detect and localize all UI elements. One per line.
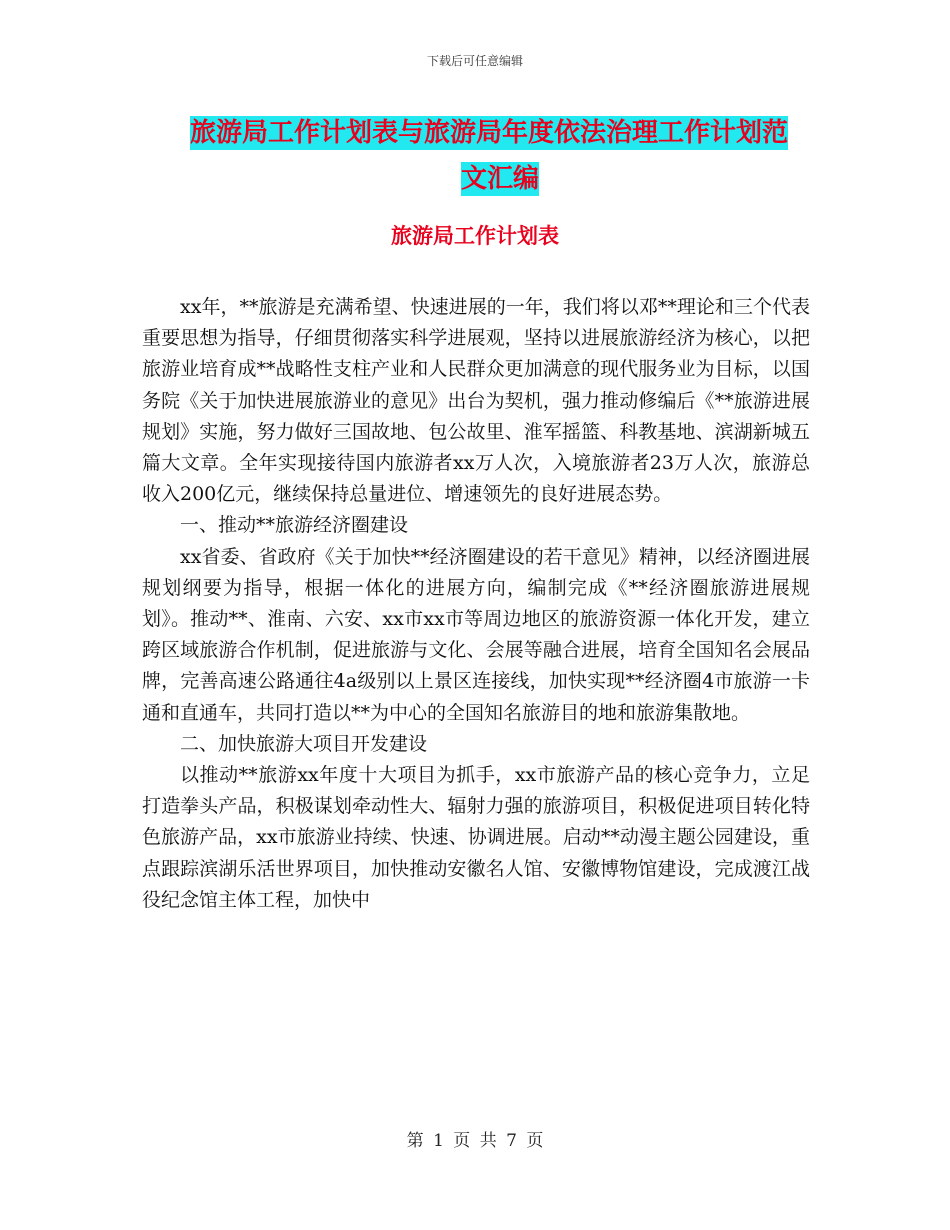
- section-title: 旅游局工作计划表: [391, 223, 559, 248]
- page-header-note: 下载后可任意编辑: [426, 54, 523, 68]
- document-title-line-1: [190, 110, 810, 156]
- document-title-text-1: 旅游局工作计划表与旅游局年度依法治理工作计划范: [190, 118, 789, 148]
- document-title-text-2: 文汇编: [460, 164, 539, 194]
- body-paragraph-section-2: 以推动**旅游xx年度十大项目为抓手，xx市旅游产品的核心竞争力，立足打造拳头产品，积极谋划牵动性大、辐射力强的旅游项目，积极促进项目转化特色旅游产品，xx市旅游业持续、快速、协调进展。启动**动漫主题公园建设，重点跟踪滨湖乐活世界项目，加快推动安徽名人馆、安徽博物馆建设，完成渡江战役纪念馆主体工程，加快中: [142, 764, 810, 911]
- document-body: [142, 292, 810, 916]
- body-paragraph-intro: xx年，**旅游是充满希望、快速进展的一年，我们将以邓**理论和三个代表重要思想为指导，仔细贯彻落实科学进展观，坚持以进展旅游经济为核心，以把旅游业培育成**战略性支柱产业和人民群众更加满意的现代服务业为目标，以国务院《关于加快进展旅游业的意见》出台为契机，强力推动修编后《**旅游进展规划》实施，努力做好三国故地、包公故里、淮军摇篮、科教基地、滨湖新城五篇大文章。全年实现接待国内旅游者xx万人次，入境旅游者23万人次，旅游总收入200亿元，继续保持总量进位、增速领先的良好进展态势。: [142, 296, 810, 506]
- page-number: 第 1 页 共 7 页: [406, 1131, 544, 1151]
- section-heading-2: 二、加快旅游大项目开发建设: [180, 732, 428, 755]
- body-paragraph-section-1: xx省委、省政府《关于加快**经济圈建设的若干意见》精神，以经济圈进展规划纲要为指导，根据一体化的进展方向，编制完成《**经济圈旅游进展规划》。推动**、淮南、六安、xx市xx市等周边地区的旅游资源一体化开发，建立跨区域旅游合作机制，促进旅游与文化、会展等融合进展，培育全国知名会展品牌，完善高速公路通往4a级别以上景区连接线，加快实现**经济圈4市旅游一卡通和直通车，共同打造以**为中心的全国知名旅游目的地和旅游集散地。: [142, 545, 810, 724]
- section-heading-1: 一、推动**旅游经济圈建设: [180, 514, 409, 537]
- document-title-line-2: [190, 156, 810, 202]
- document-title: [190, 110, 810, 202]
